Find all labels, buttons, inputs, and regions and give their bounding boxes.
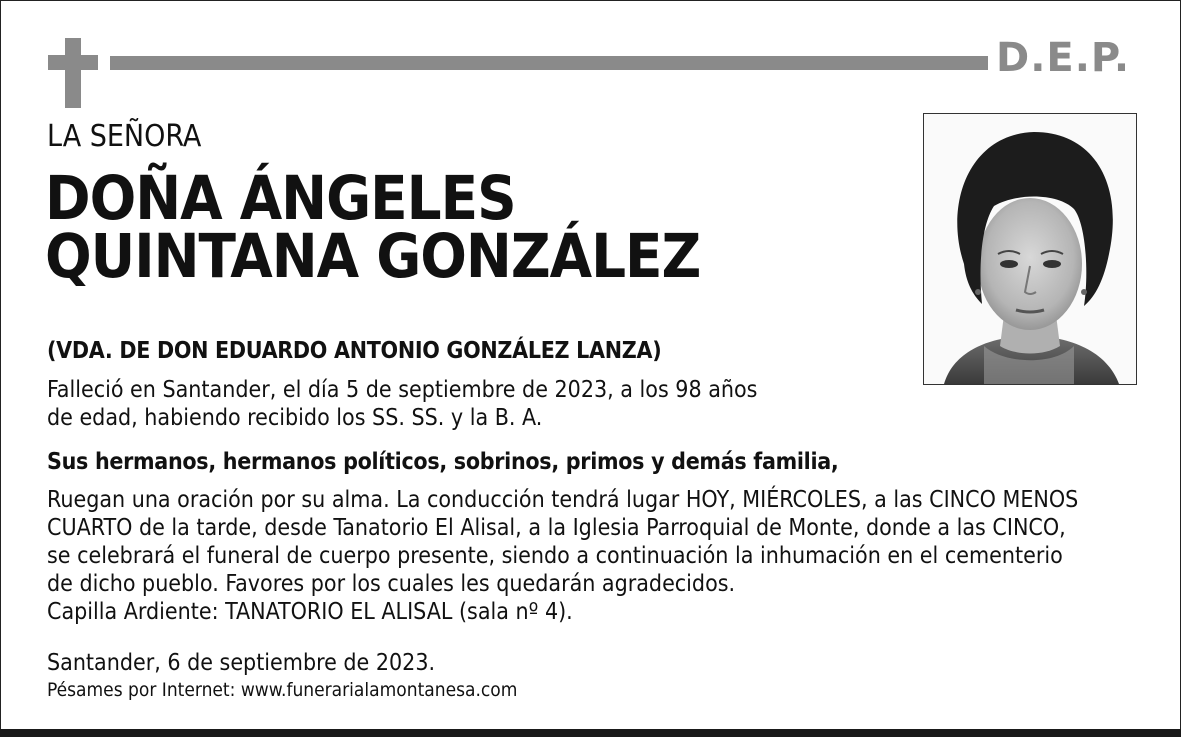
name-line-2: QUINTANA GONZÁLEZ: [45, 221, 701, 292]
funeral-details-line: se celebrará el funeral de cuerpo presente, siendo a continuación la inhumación en el cementerio: [47, 543, 1063, 569]
death-details-line-1: Falleció en Santander, el día 5 de septiembre de 2023, a los 98 años: [47, 377, 758, 403]
portrait-image: [924, 114, 1136, 384]
portrait-photo: [923, 113, 1137, 385]
funeral-details-line: de dicho pueblo. Favores por los cuales les quedarán agradecidos.: [47, 571, 736, 597]
web-line: Pésames por Internet: www.funerarialamontanesa.com: [47, 679, 518, 701]
chapel-line: Capilla Ardiente: TANATORIO EL ALISAL (sala nº 4).: [47, 599, 573, 625]
funeral-details: [47, 486, 1147, 626]
dep-label: D.E.P.: [996, 35, 1131, 81]
widow-note: (VDA. DE DON EDUARDO ANTONIO GONZÁLEZ LANZA): [47, 338, 662, 364]
honorific: LA SEÑORA: [47, 119, 202, 154]
funeral-details-line: Ruegan una oración por su alma. La conducción tendrá lugar HOY, MIÉRCOLES, a las CINCO MENOS: [47, 487, 1079, 513]
bottom-rule: [0, 729, 1181, 737]
header-rule: [110, 56, 988, 70]
name-line-1: DOÑA ÁNGELES: [45, 163, 516, 234]
funeral-details-line: CUARTO de la tarde, desde Tanatorio El Alisal, a la Iglesia Parroquial de Monte, donde a las CINCO,: [47, 515, 1066, 541]
death-details-line-2: de edad, habiendo recibido los SS. SS. y la B. A.: [47, 405, 543, 431]
death-details: [47, 376, 827, 432]
date-line: Santander, 6 de septiembre de 2023.: [47, 650, 436, 676]
family-line: Sus hermanos, hermanos políticos, sobrinos, primos y demás familia,: [47, 449, 839, 475]
deceased-name: [45, 163, 701, 292]
cross-icon: [48, 38, 98, 108]
